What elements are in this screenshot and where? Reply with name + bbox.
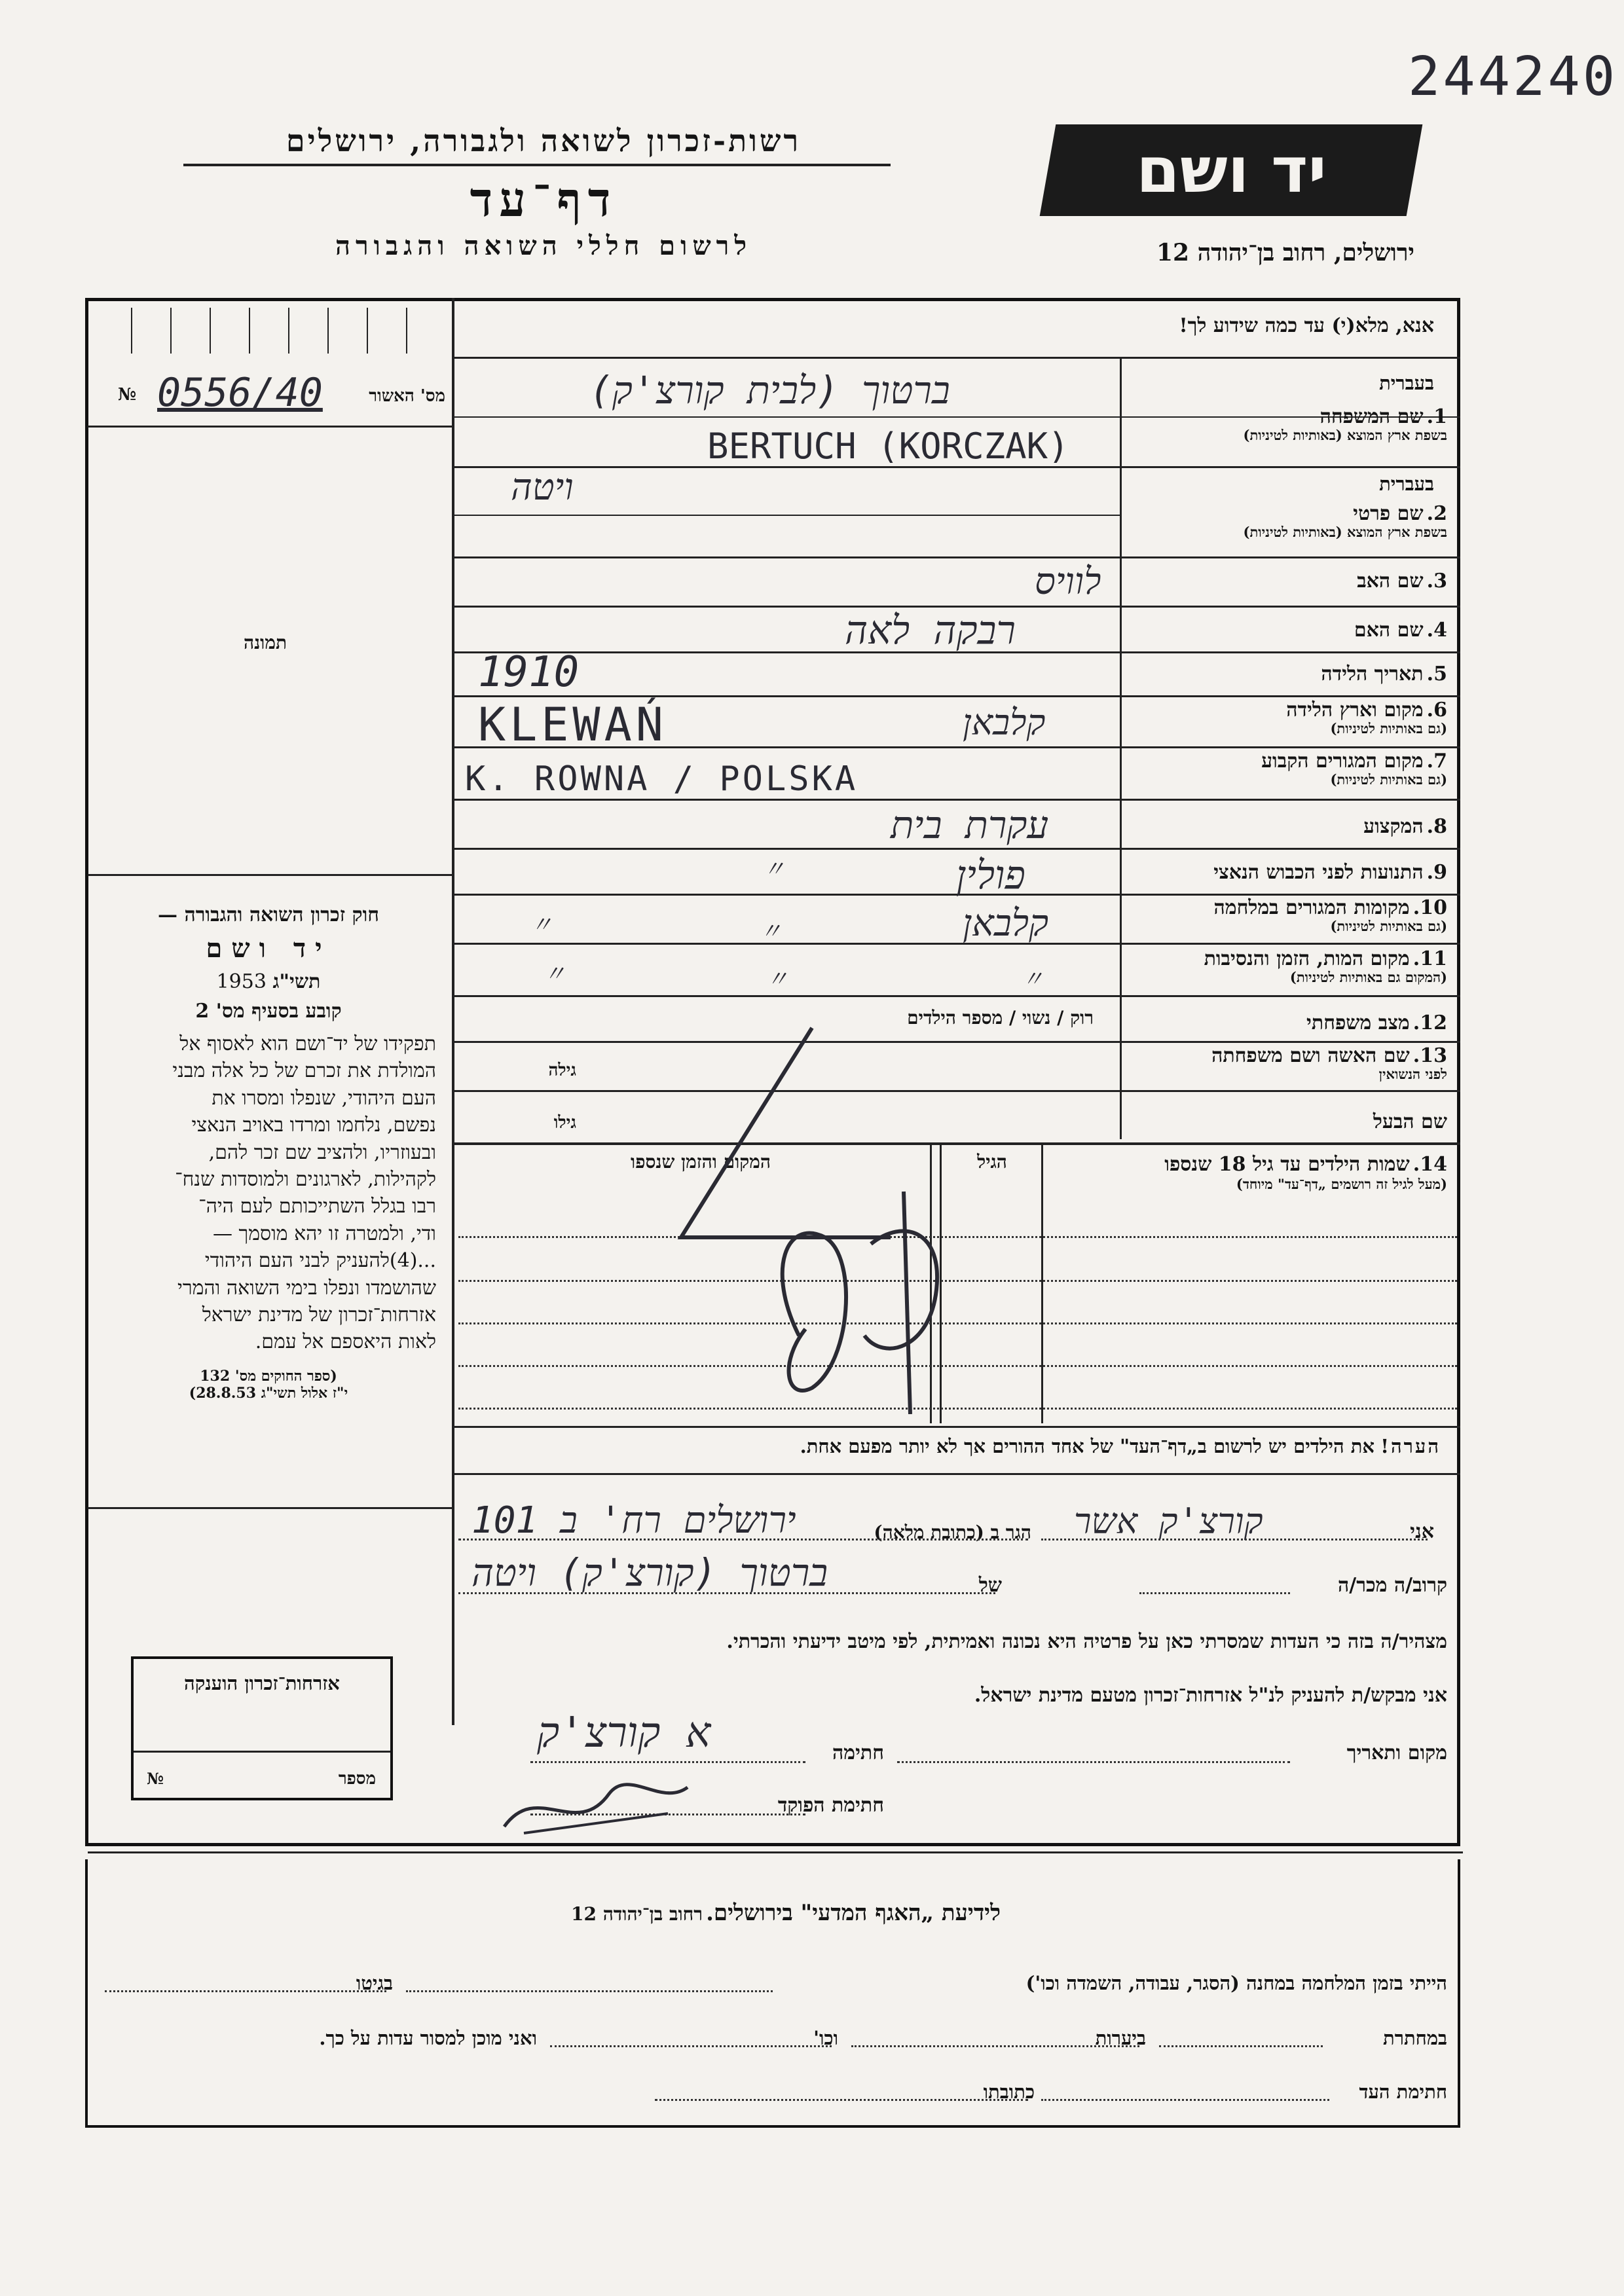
field-9-label bbox=[1213, 861, 1447, 884]
archive-number: 244240 bbox=[1408, 46, 1618, 108]
field-4-num: 4. bbox=[1426, 619, 1447, 642]
family-name-latin: BERTUCH (KORCZAK) bbox=[707, 426, 1069, 467]
field-5-label bbox=[1321, 663, 1447, 685]
law-text-line: ...(4)להעניק לבני העם היהודי bbox=[204, 1249, 436, 1273]
field-14-label bbox=[1164, 1154, 1447, 1192]
strike-mark bbox=[655, 1021, 1022, 1414]
field-6-num: 6. bbox=[1426, 699, 1447, 721]
permit-no-sign: № bbox=[118, 385, 137, 405]
law-text-line: נפשם, נלחמו ומרדו באויב הנאצי bbox=[191, 1114, 436, 1137]
field-13-name: שם האשה ושם משפחתה bbox=[1211, 1044, 1410, 1067]
info-line2-d: ואני מוכן למסור עדות על כך. bbox=[319, 2027, 537, 2049]
field-2-name: שם פרטי bbox=[1353, 502, 1424, 525]
profession: עקרת בית bbox=[891, 803, 1049, 847]
field-1-name: שם המשפחה bbox=[1320, 405, 1424, 428]
family-status-options: רוק / נשוי / מספר הילדים bbox=[907, 1007, 1094, 1029]
field-11-label bbox=[1204, 948, 1447, 985]
field-14-name: שמות הילדים עד גיל 18 שנספו bbox=[1164, 1153, 1410, 1176]
field-1-label bbox=[1244, 406, 1447, 443]
ditto-11b: 〃 bbox=[766, 966, 788, 993]
permit-boxes bbox=[105, 308, 439, 354]
law-emblem: יד ושם bbox=[206, 933, 331, 964]
residence-latin: K. ROWNA / POLSKA bbox=[465, 759, 858, 799]
info-line1-a: הייתי בזמן המלחמה במחנה (הסגר, עבודה, השמדה וכו') bbox=[1025, 1972, 1447, 1994]
husband-label: שם הבעל bbox=[1373, 1110, 1447, 1133]
info-line2-a: במחתרת bbox=[1383, 2027, 1447, 2049]
movements: פולין bbox=[956, 852, 1025, 898]
law-source: (ספר החוקים מס' 132 bbox=[200, 1367, 337, 1385]
birth-date: 1910 bbox=[478, 648, 580, 697]
field-9-name: התנועות לפני הכבוש הנאצי bbox=[1213, 861, 1424, 884]
war-residence: קלבאן bbox=[963, 902, 1049, 945]
first-name-hebrew: ויטה bbox=[511, 466, 574, 509]
field-13-label bbox=[1211, 1045, 1447, 1082]
info-line3-a: חתימת העד bbox=[1359, 2081, 1447, 2103]
law-text-line: שהושמדו ונפלו בימי השואה והמרי bbox=[177, 1276, 436, 1300]
field-11-num: 11. bbox=[1412, 947, 1447, 970]
citizenship-title: אזרחות־זכרון הוענקה bbox=[184, 1672, 340, 1694]
form-title: דף־עד bbox=[470, 172, 618, 227]
field-3-name: שם האב bbox=[1357, 570, 1424, 592]
declarant-name: קורצ'ק אשר bbox=[1074, 1501, 1263, 1542]
in-hebrew-label-2: בעברית bbox=[1379, 473, 1434, 495]
law-clause: קובע בסעיף מס' 2 bbox=[195, 1000, 342, 1023]
permit-label: מס' האשור bbox=[369, 386, 445, 406]
field-family-name bbox=[1379, 372, 1434, 395]
info-line1-b: בגיטו bbox=[356, 1972, 393, 1994]
ditto-10a: 〃 bbox=[530, 912, 553, 938]
info-line2-b: ביערות bbox=[1095, 2027, 1146, 2049]
law-text-line: העם היהודי, שנפלו ומסרו את bbox=[212, 1086, 436, 1110]
field-4-label bbox=[1354, 619, 1447, 642]
citizenship-request: אני מבקש/ת להעניק לנ"ל אזרחות־זכרון מטעם מדינת ישראל. bbox=[974, 1684, 1447, 1707]
org-name: רשות-זכרון לשואה ולגבורה, ירושלים bbox=[286, 123, 802, 158]
residing-label: הגר ב (כתובת מלאה) bbox=[874, 1522, 1031, 1543]
law-text-line: לאות היאספם אל עמם. bbox=[255, 1330, 436, 1354]
field-10-num: 10. bbox=[1412, 896, 1447, 919]
field-11-name: מקום המות, הזמן והנסיבות bbox=[1204, 947, 1410, 970]
note-label: הערה! bbox=[1380, 1435, 1441, 1457]
in-hebrew-label: בעברית bbox=[1379, 372, 1434, 394]
law-text-line: ודי, ולמטרה זו יהא מוסמך — bbox=[212, 1222, 436, 1245]
instruction: אנא, מלא(י) עד כמה שידוע לך! bbox=[1179, 314, 1434, 337]
field-10-name: מקומות המגורים במלחמה bbox=[1213, 896, 1410, 919]
officer-label: חתימת הפוקד bbox=[777, 1794, 884, 1817]
declarant-address: ירושלים רח' ב 101 bbox=[471, 1499, 796, 1542]
law-year-heb: תשי"ג bbox=[272, 970, 321, 993]
place-date-label: מקום ותאריך bbox=[1346, 1741, 1447, 1764]
relative-of: ברטוך (קורצ'ק) ויטה bbox=[471, 1550, 828, 1595]
field-7-num: 7. bbox=[1426, 750, 1447, 773]
father-name: לוויס bbox=[1035, 560, 1101, 603]
field-7-label bbox=[1261, 750, 1447, 787]
field-11-sub: (המקום גם באותיות לטיניות) bbox=[1289, 969, 1447, 985]
info-address: רחוב בן־יהודה 12 bbox=[570, 1903, 703, 1925]
info-line3-b: כתובתו bbox=[983, 2081, 1035, 2103]
law-box bbox=[92, 903, 445, 1402]
field-5-num: 5. bbox=[1426, 663, 1447, 685]
children-col-age: הגיל bbox=[977, 1151, 1007, 1173]
note-text: את הילדים יש לרשום ב„דף־העד" של אחד ההורים אך לא יותר מפעם אחת. bbox=[800, 1435, 1375, 1457]
law-text-line: אזרחות־זכרון של מדינת ישראל bbox=[202, 1303, 436, 1326]
field-12-num: 12. bbox=[1412, 1011, 1447, 1034]
field-2-latin-sub: בשפת ארץ המוצא (באותיות לטיניות) bbox=[1243, 524, 1447, 540]
field-2-label bbox=[1244, 503, 1447, 539]
relative-label: קרוב/ה מכר/ה bbox=[1338, 1574, 1447, 1597]
field-10-label bbox=[1214, 897, 1447, 934]
law-text-line: ובעוזריו, ולהציב שם זכר להם, bbox=[208, 1140, 436, 1164]
law-text bbox=[92, 1030, 445, 1356]
husband-age-label: גילו bbox=[553, 1113, 576, 1133]
ditto-11a: 〃 bbox=[544, 961, 566, 987]
children-col-place: המקום והזמן שנספו bbox=[631, 1151, 771, 1173]
citizenship-box bbox=[131, 1656, 393, 1800]
field-4-name: שם האם bbox=[1354, 619, 1424, 642]
statement: מצהיר/ה בזה כי העדות שמסרתי כאן על פרטיה היא נכונה ואמיתית, לפי מיטב ידיעתי והכרתי. bbox=[726, 1630, 1447, 1653]
family-name-hebrew: ברטוך (לבית קורצ'ק) bbox=[589, 368, 950, 412]
mother-name: רבקה לאה bbox=[845, 608, 1016, 653]
field-5-name: תאריך הלידה bbox=[1321, 663, 1424, 685]
address: ירושלים, רחוב בן־יהודה 12 bbox=[1156, 239, 1414, 266]
field-2-num: 2. bbox=[1426, 502, 1447, 525]
citizenship-number-label: מספר bbox=[338, 1769, 376, 1789]
ditto-11c: 〃 bbox=[1022, 966, 1044, 993]
field-10-sub: (גם באותיות לטיניות) bbox=[1330, 918, 1447, 934]
field-7-sub: (גם באותיות לטיניות) bbox=[1330, 771, 1447, 788]
field-6-sub: (גם באותיות לטיניות) bbox=[1330, 720, 1447, 737]
law-title: חוק זכרון השואה והגבורה — bbox=[158, 903, 379, 926]
of-label: של bbox=[978, 1574, 1002, 1597]
field-7-name: מקום המגורים הקבוע bbox=[1261, 750, 1424, 773]
field-3-label bbox=[1357, 570, 1447, 592]
field-8-label bbox=[1363, 815, 1447, 838]
ditto-9a: 〃 bbox=[763, 856, 785, 883]
signature-label: חתימה bbox=[832, 1741, 884, 1764]
field-1-latin-sub: בשפת ארץ המוצא (באותיות לטיניות) bbox=[1243, 427, 1447, 443]
field-3-num: 3. bbox=[1426, 570, 1447, 592]
law-text-line: רבו בגלל השתייכותם לעם היה־ bbox=[198, 1195, 436, 1218]
ditto-10b: 〃 bbox=[760, 919, 782, 945]
law-year bbox=[92, 970, 445, 993]
field-9-num: 9. bbox=[1426, 861, 1447, 884]
field-13-num: 13. bbox=[1412, 1044, 1447, 1067]
field-12-label bbox=[1306, 1011, 1447, 1034]
field-6-name: מקום וארץ הלידה bbox=[1286, 699, 1424, 721]
permit-number: 0556/40 bbox=[157, 370, 323, 416]
field-6-label bbox=[1286, 699, 1447, 736]
i-label: אני bbox=[1410, 1520, 1434, 1543]
law-text-line: תפקידו של יד־ושם הוא לאסוף אל bbox=[179, 1032, 436, 1055]
law-source-date: י"ז אלול תשי"ג 28.8.53) bbox=[189, 1384, 348, 1402]
info-title: לידיעת „האגף המדעי" בירושלים. bbox=[706, 1900, 1001, 1926]
field-12-name: מצב משפחתי bbox=[1306, 1011, 1410, 1034]
law-text-line: לקהילות, לארגונים ולמוסדות שנח־ bbox=[175, 1167, 436, 1191]
citizenship-no-sign: № bbox=[147, 1769, 164, 1788]
law-text-line: המולדת את זכרם של כל אלה מבני bbox=[172, 1059, 436, 1083]
info-line2-c: וכו' bbox=[813, 2027, 838, 2049]
birth-place-latin: KLEWAŃ bbox=[478, 698, 667, 752]
field-8-num: 8. bbox=[1426, 815, 1447, 838]
field-14-num: 14. bbox=[1412, 1153, 1447, 1176]
law-year-num: 1953 bbox=[216, 970, 267, 993]
note bbox=[800, 1435, 1441, 1458]
birth-place-hebrew: קלבאן bbox=[963, 702, 1046, 743]
field-1-num: 1. bbox=[1426, 405, 1447, 428]
logo-text: יד ושם bbox=[1135, 134, 1327, 207]
form-subtitle: לרשום חללי השואה והגבורה bbox=[335, 230, 752, 261]
field-8-name: המקצוע bbox=[1363, 815, 1424, 838]
signature: א קורצ'ק bbox=[537, 1709, 711, 1757]
info-title-row bbox=[393, 1900, 1179, 1926]
field-14-sub: (מעל לגיל זה רושמים „דף־עד" מיוחד) bbox=[1236, 1175, 1447, 1192]
wife-age-label: גילה bbox=[548, 1061, 576, 1080]
field-13-sub: לפני הנשואין bbox=[1378, 1066, 1447, 1082]
photo-label: תמונה bbox=[243, 632, 287, 653]
yad-vashem-logo bbox=[1040, 124, 1423, 216]
officer-signature bbox=[498, 1768, 694, 1846]
